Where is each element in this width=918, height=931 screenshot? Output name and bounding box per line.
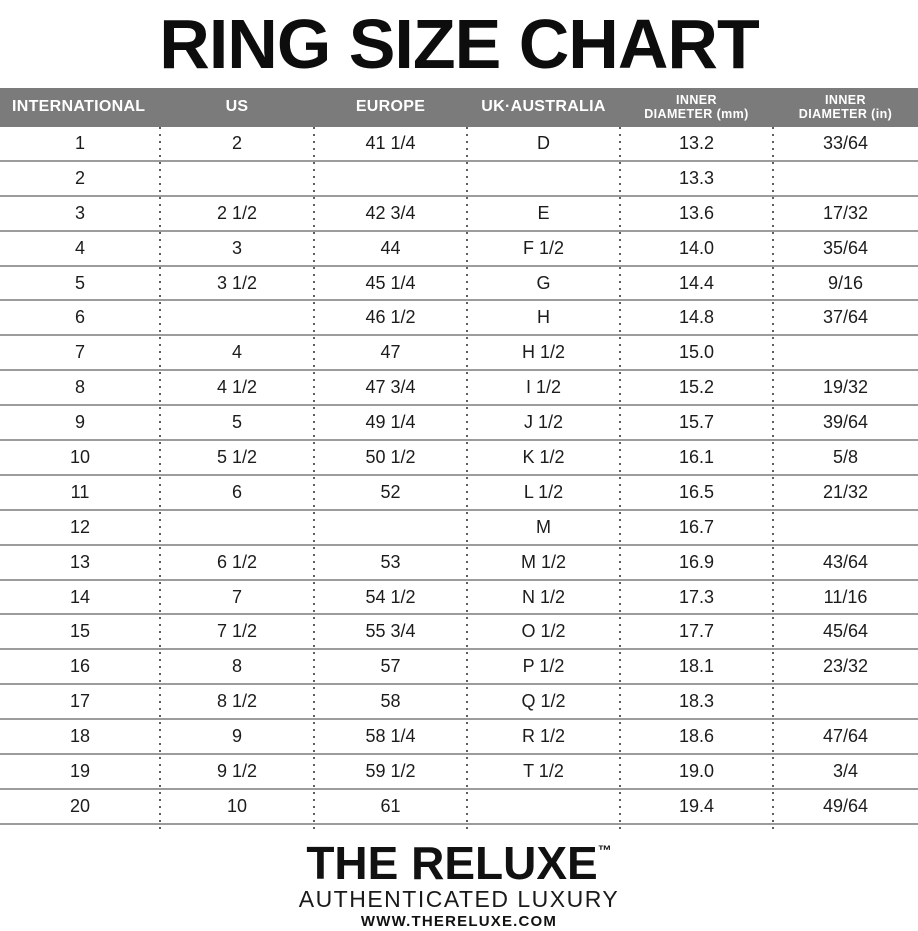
cell-inner-diameter-mm: 14.4: [678, 272, 715, 293]
table-row: [0, 441, 918, 476]
cell-inner-diameter-in: 39/64: [822, 412, 869, 433]
table-row: [0, 546, 918, 581]
table-row: [0, 476, 918, 511]
cell-inner-diameter-mm: 14.0: [678, 237, 715, 258]
cell-international: 15: [69, 621, 91, 642]
cell-inner-diameter-mm: 13.3: [678, 167, 715, 188]
cell-uk-australia: R 1/2: [521, 726, 566, 747]
table-row: [0, 162, 918, 197]
cell-uk-australia: H: [537, 307, 550, 328]
cell-international: 12: [69, 516, 91, 537]
page-title: RING SIZE CHART: [159, 5, 759, 83]
cell-inner-diameter-mm: 18.3: [678, 691, 715, 712]
cell-international: 10: [69, 446, 91, 467]
cell-inner-diameter-in: 37/64: [822, 307, 869, 328]
cell-inner-diameter-in: 43/64: [822, 551, 869, 572]
cell-inner-diameter-in: 35/64: [822, 237, 869, 258]
cell-europe: 41 1/4: [365, 132, 416, 153]
column-header-inner-diameter-mm: [620, 94, 773, 120]
cell-europe: 61: [380, 795, 401, 816]
table-row: [0, 511, 918, 546]
cell-inner-diameter-in: 21/32: [822, 481, 869, 502]
cell-europe: 54 1/2: [365, 586, 416, 607]
cell-international: 1: [74, 132, 85, 153]
column-header-us: US: [225, 98, 249, 116]
cell-international: 3: [74, 202, 85, 223]
cell-inner-diameter-mm: 13.2: [678, 132, 715, 153]
cell-inner-diameter-mm: 15.2: [678, 377, 715, 398]
table-row: [0, 685, 918, 720]
cell-us: 6: [231, 481, 242, 502]
cell-international: 16: [69, 656, 91, 677]
table-row: [0, 267, 918, 302]
trademark-symbol: ™: [597, 842, 612, 858]
cell-us: 9: [231, 726, 242, 747]
table-row: [0, 650, 918, 685]
cell-inner-diameter-mm: 14.8: [678, 307, 715, 328]
cell-international: 19: [69, 760, 91, 781]
cell-inner-diameter-mm: 16.5: [678, 481, 715, 502]
table-row: [0, 615, 918, 650]
cell-inner-diameter-mm: 16.7: [678, 516, 715, 537]
cell-europe: 58: [380, 691, 401, 712]
cell-uk-australia: H 1/2: [521, 342, 566, 363]
cell-inner-diameter-mm: 17.3: [678, 586, 715, 607]
column-header-international: INTERNATIONAL: [12, 98, 146, 116]
cell-inner-diameter-in: 19/32: [822, 377, 869, 398]
cell-inner-diameter-mm: 13.6: [678, 202, 715, 223]
cell-inner-diameter-in: 33/64: [822, 132, 869, 153]
cell-international: 13: [69, 551, 91, 572]
cell-inner-diameter-in: 17/32: [822, 202, 869, 223]
column-header-inner-diameter-in: [773, 94, 918, 120]
cell-inner-diameter-in: 45/64: [822, 621, 869, 642]
cell-uk-australia: O 1/2: [521, 621, 566, 642]
cell-international: 14: [69, 586, 91, 607]
cell-uk-australia: L 1/2: [523, 481, 564, 502]
cell-inner-diameter-in: 11/16: [823, 586, 868, 607]
cell-uk-australia: T 1/2: [523, 760, 564, 781]
cell-inner-diameter-in: 47/64: [822, 726, 869, 747]
cell-europe: 44: [380, 237, 401, 258]
footer: [0, 825, 918, 931]
website-url: WWW.THERELUXE.COM: [360, 913, 558, 930]
table-row: [0, 406, 918, 441]
column-header-europe: EUROPE: [355, 98, 426, 116]
table-row: [0, 790, 918, 825]
cell-europe: 57: [380, 656, 401, 677]
cell-inner-diameter-in: 9/16: [827, 272, 864, 293]
cell-europe: 47: [380, 342, 401, 363]
cell-inner-diameter-mm: 15.7: [678, 412, 715, 433]
cell-europe: 55 3/4: [365, 621, 416, 642]
cell-uk-australia: M 1/2: [520, 551, 567, 572]
cell-international: 5: [74, 272, 85, 293]
table-header-row: [0, 88, 918, 127]
cell-uk-australia: P 1/2: [522, 656, 565, 677]
cell-us: 6 1/2: [216, 551, 258, 572]
cell-international: 20: [69, 795, 91, 816]
brand-tagline: AUTHENTICATED LUXURY: [298, 886, 620, 912]
table-row: [0, 197, 918, 232]
cell-europe: 46 1/2: [365, 307, 416, 328]
cell-uk-australia: E: [537, 202, 550, 223]
cell-europe: 53: [380, 551, 401, 572]
cell-international: 7: [74, 342, 85, 363]
column-header-line: INNER: [676, 93, 717, 108]
cell-inner-diameter-mm: 19.4: [678, 795, 715, 816]
cell-us: 10: [226, 795, 248, 816]
cell-international: 9: [74, 412, 85, 433]
cell-international: 17: [69, 691, 91, 712]
table-row: [0, 755, 918, 790]
cell-us: 9 1/2: [216, 760, 258, 781]
table-row: [0, 371, 918, 406]
cell-europe: 50 1/2: [365, 446, 416, 467]
cell-inner-diameter-in: 49/64: [822, 795, 869, 816]
cell-international: 4: [74, 237, 85, 258]
table-row: [0, 336, 918, 371]
table-row: [0, 301, 918, 336]
cell-us: 8 1/2: [216, 691, 258, 712]
cell-uk-australia: M: [536, 516, 551, 537]
cell-europe: 42 3/4: [365, 202, 416, 223]
cell-us: 8: [231, 656, 242, 677]
cell-us: 2: [231, 132, 242, 153]
cell-uk-australia: N 1/2: [521, 586, 566, 607]
cell-europe: 47 3/4: [365, 377, 416, 398]
cell-europe: 58 1/4: [365, 726, 416, 747]
cell-uk-australia: G: [536, 272, 551, 293]
cell-inner-diameter-mm: 16.9: [678, 551, 715, 572]
cell-us: 5 1/2: [216, 446, 258, 467]
cell-europe: 52: [380, 481, 401, 502]
cell-europe: 45 1/4: [365, 272, 416, 293]
column-header-line: INNER: [825, 93, 866, 108]
cell-uk-australia: I 1/2: [525, 377, 562, 398]
cell-us: 4 1/2: [216, 377, 258, 398]
cell-europe: 59 1/2: [365, 760, 416, 781]
size-table-body: [0, 127, 918, 825]
cell-uk-australia: F 1/2: [522, 237, 565, 258]
brand-logo: [0, 827, 918, 887]
cell-international: 18: [69, 726, 91, 747]
table-row: [0, 720, 918, 755]
table-row: [0, 232, 918, 267]
cell-inner-diameter-mm: 18.6: [678, 726, 715, 747]
cell-us: 2 1/2: [216, 202, 258, 223]
column-header-line: DIAMETER (mm): [644, 106, 749, 121]
cell-uk-australia: D: [537, 132, 550, 153]
column-header-uk-australia: UK·AUSTRALIA: [481, 98, 606, 116]
cell-us: 4: [231, 342, 242, 363]
cell-inner-diameter-mm: 17.7: [678, 621, 715, 642]
cell-international: 8: [74, 377, 85, 398]
cell-us: 3 1/2: [216, 272, 258, 293]
table-row: [0, 127, 918, 162]
cell-us: 7: [231, 586, 242, 607]
cell-inner-diameter-mm: 16.1: [678, 446, 715, 467]
cell-europe: 49 1/4: [365, 412, 416, 433]
cell-uk-australia: Q 1/2: [521, 691, 566, 712]
cell-inner-diameter-mm: 18.1: [678, 656, 715, 677]
table-row: [0, 581, 918, 616]
cell-international: 6: [74, 307, 85, 328]
cell-inner-diameter-in: 5/8: [832, 446, 859, 467]
cell-inner-diameter-mm: 19.0: [678, 760, 715, 781]
cell-us: 3: [231, 237, 242, 258]
cell-inner-diameter-in: 3/4: [832, 760, 859, 781]
cell-inner-diameter-mm: 15.0: [678, 342, 715, 363]
cell-uk-australia: J 1/2: [523, 412, 564, 433]
cell-international: 2: [74, 167, 85, 188]
cell-us: 5: [231, 412, 242, 433]
cell-inner-diameter-in: 23/32: [822, 656, 869, 677]
cell-international: 11: [70, 481, 90, 502]
cell-uk-australia: K 1/2: [522, 446, 565, 467]
column-header-line: DIAMETER (in): [798, 106, 893, 121]
brand-name: THE RELUXE: [306, 837, 598, 889]
cell-us: 7 1/2: [216, 621, 258, 642]
